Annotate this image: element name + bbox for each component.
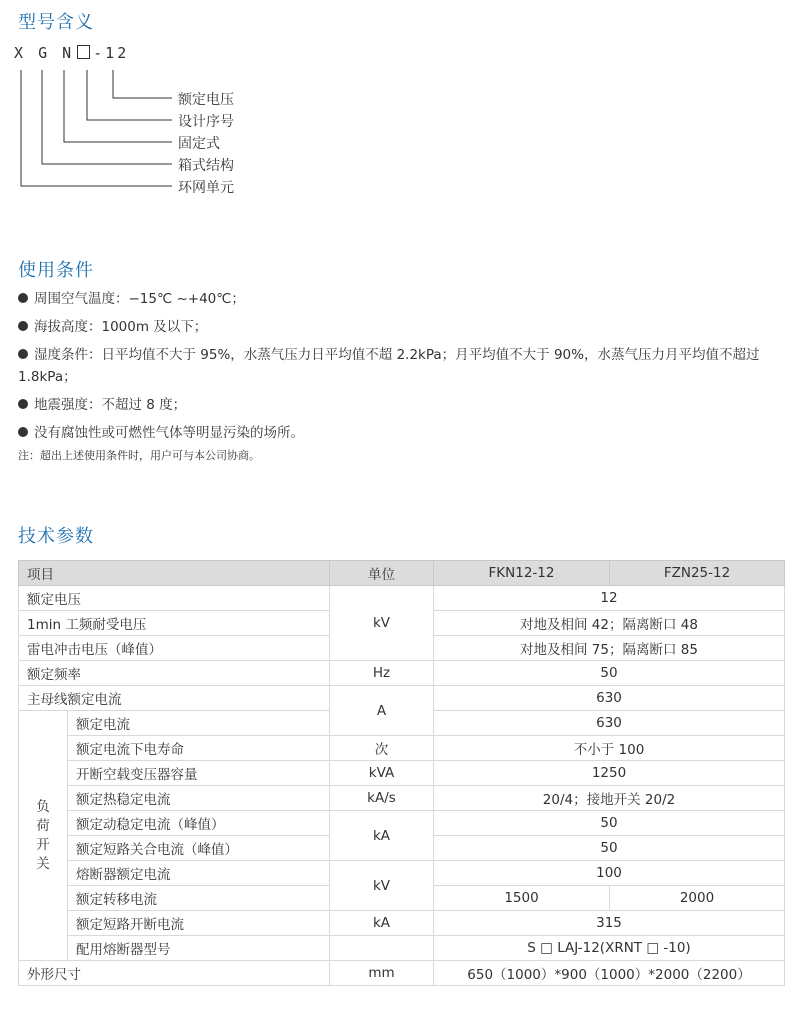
table-row: 外形尺寸 mm 650（1000）*900（1000）*2000（2200） [19,961,785,986]
model-code-diagram [0,0,800,200]
table-row: 雷电冲击电压（峰值） 对地及相间 75；隔离断口 85 [19,636,785,661]
condition-item: 地震强度：不超过 8 度； [18,394,788,416]
label-box-structure: 箱式结构 [178,158,234,174]
condition-item: 没有腐蚀性或可燃性气体等明显污染的场所。 [18,422,788,444]
header-unit: 单位 [330,561,434,586]
code-suffix: -12 [93,44,130,62]
bullet-icon [18,427,28,437]
condition-item: 周围空气温度：−15℃ ~+40℃； [18,288,788,310]
table-row: 负 荷 开 关 额定电流 630 [19,711,785,736]
section-title-model: 型号含义 [18,12,94,33]
conditions-note: 注：超出上述使用条件时，用户可与本公司协商。 [18,449,260,462]
group-label-load-switch: 负 荷 开 关 [19,711,68,961]
label-rated-voltage: 额定电压 [178,92,234,108]
table-row: 开断空载变压器容量 kVA 1250 [19,761,785,786]
table-header-row [19,561,785,586]
section-title-parameters: 技术参数 [18,526,94,547]
label-fixed-type: 固定式 [178,136,220,152]
section-title-conditions: 使用条件 [18,260,94,281]
table-row: 额定短路关合电流（峰值） 50 [19,836,785,861]
table-row: 额定电压 kV 12 [19,586,785,611]
condition-item: 海拔高度：1000m 及以下； [18,316,788,338]
header-item: 项目 [19,561,330,586]
header-fkn: FKN12-12 [434,561,610,586]
label-design-serial: 设计序号 [178,114,234,130]
unit-cell: kV [330,586,434,661]
unit-cell: kV [330,861,434,911]
table-row: 配用熔断器型号 S □ LAJ-12(XRNT □ -10) [19,936,785,961]
table-row: 主母线额定电流 A 630 [19,686,785,711]
unit-cell: kA [330,811,434,861]
table-row: 额定动稳定电流（峰值） kA 50 [19,811,785,836]
table-row: 额定频率 Hz 50 [19,661,785,686]
code-letter-n: N [62,44,75,62]
label-ring-main-unit: 环网单元 [178,180,234,196]
table-row: 1min 工频耐受电压 对地及相间 42；隔离断口 48 [19,611,785,636]
table-row: 额定热稳定电流 kA/s 20/4；接地开关 20/2 [19,786,785,811]
bullet-icon [18,321,28,331]
table-row: 熔断器额定电流 kV 100 [19,861,785,886]
parameters-table [18,560,785,986]
header-fzn: FZN25-12 [610,561,785,586]
code-letter-x: X [14,44,27,62]
table-row: 额定电流下电寿命 次 不小于 100 [19,736,785,761]
bullet-icon [18,349,28,359]
code-letter-g: G [38,44,51,62]
unit-cell: A [330,686,434,736]
table-row: 额定短路开断电流 kA 315 [19,911,785,936]
bullet-icon [18,293,28,303]
condition-item: 湿度条件：日平均值不大于 95%，水蒸气压力日平均值不超 2.2kPa；月平均值不大于 90%，水蒸气压力月平均值不超过 1.8kPa； [18,347,760,385]
bullet-icon [18,399,28,409]
table-row: 额定转移电流 1500 2000 [19,886,785,911]
